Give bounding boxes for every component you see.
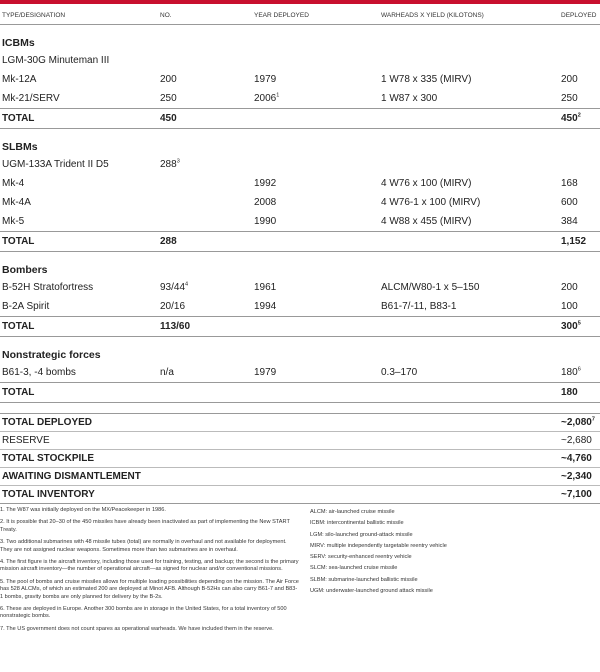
table-row	[0, 212, 600, 232]
summary-row-awaiting-dismantlement: AWAITING DISMANTLEMENT ~2,340	[0, 468, 600, 486]
cell-warheads: 1 W78 x 335 (MIRV)	[381, 74, 472, 85]
table-row	[0, 89, 600, 109]
footnote: 7. The US government does not count spares as operational warheads. We have included them in the reserve.	[0, 625, 274, 632]
cell-number: $288^3$	[160, 158, 180, 170]
cell-deployed: 600	[561, 197, 578, 208]
summary-row-total-deployed: TOTAL DEPLOYED ~2,080$^7$	[0, 414, 600, 432]
section-title-icbm: ICBMs	[2, 37, 35, 49]
table-row	[0, 70, 600, 89]
glossary-item: SLBM: submarine-launched ballistic missile	[310, 576, 418, 583]
summary-row-total-inventory: TOTAL INVENTORY ~7,100	[0, 486, 600, 504]
glossary-item: MIRV: multiple independently targetable reentry vehicle	[310, 542, 447, 549]
nuclear-forces-table	[0, 6, 600, 504]
header-type: TYPE/DESIGNATION	[0, 6, 158, 25]
cell-year: 1992	[254, 178, 277, 189]
cell-type: Mk-12A	[2, 74, 37, 85]
cell-warheads: 4 W76 x 100 (MIRV)	[381, 178, 472, 189]
cell-warheads: 1 W87 x 300	[381, 93, 438, 104]
cell-deployed: 384	[561, 216, 578, 227]
cell-type: B-2A Spirit	[2, 301, 50, 312]
footnote-ref: 1	[276, 92, 280, 99]
cell-warheads: B61-7/-11, B83-1	[381, 301, 457, 312]
glossary-item: SLCM: sea-launched cruise missile	[310, 565, 398, 572]
cell-warheads: 4 W76-1 x 100 (MIRV)	[381, 197, 481, 208]
header-number: NO.	[158, 6, 252, 25]
cell-number: n/a	[160, 367, 174, 378]
cell-type: B-52H Stratofortress	[2, 282, 94, 293]
system-name: LGM-30G Minuteman III	[2, 55, 110, 66]
cell-warheads: 4 W88 x 455 (MIRV)	[381, 216, 472, 227]
cell-year: 1990	[254, 216, 277, 227]
footnote-ref: 2	[577, 112, 581, 119]
summary-row-reserve: RESERVE ~2,680	[0, 432, 600, 450]
table-header-row	[0, 6, 600, 25]
cell-year: 1994	[254, 301, 277, 312]
table-row	[0, 155, 600, 174]
header-warheads: WARHEADS X YIELD (KILOTONS)	[379, 6, 559, 25]
footnote: 3. Two additional submarines with 48 missile tubes (total) are normally in overhaul and not available for deployment. They are not assigned nuclear weapons. Sometimes more than two submarines are in overhaul.	[0, 539, 287, 553]
total-row-icbm: TOTAL 450 $450^2$	[0, 109, 600, 129]
footnote-ref: 5	[577, 320, 581, 327]
cell-type: Mk-4A	[2, 197, 31, 208]
cell-year: 1961	[254, 282, 277, 293]
top-accent-bar	[0, 0, 600, 4]
header-deployed: DEPLOYED	[559, 6, 600, 25]
total-row-nonstrategic: TOTAL 180	[0, 383, 600, 403]
cell-year: 2006$^1$	[254, 92, 280, 104]
table-row	[0, 193, 600, 212]
cell-type: Mk-21/SERV	[2, 93, 60, 104]
footnote-ref: 4	[185, 281, 189, 288]
cell-deployed: 200	[561, 74, 578, 85]
glossary-item: ALCM: air-launched cruise missile	[310, 509, 395, 515]
table-row	[0, 174, 600, 193]
footnote-ref: 7	[591, 416, 595, 423]
cell-type: Mk-5	[2, 216, 25, 227]
table-row	[0, 278, 600, 297]
cell-year: 2008	[254, 197, 277, 208]
glossary-item: ICBM: intercontinental ballistic missile	[310, 520, 404, 527]
section-title-bombers: Bombers	[2, 264, 48, 276]
footnote: 6. These are deployed in Europe. Another 300 bombs are in storage in the United States, for a total inventory of 500 nonstrategic bombs.	[0, 606, 287, 620]
summary-row-total-stockpile: TOTAL STOCKPILE ~4,760	[0, 450, 600, 468]
footnote: 5. The pool of bombs and cruise missiles allows for multiple loading possibilities depending on the mission. The Air Force has 528 ALCMs, of which an estimated 200 are deployed at Minot AFB. Although B-52Hs can also carry B61-7 and B83-1 bombs, gravity bombs are only planned for delivery by the B-2s.	[0, 578, 299, 600]
total-row-bombers: TOTAL 113/60 $300^5$	[0, 317, 600, 337]
cell-number: 20/16	[160, 301, 186, 312]
cell-year: 1979	[254, 367, 277, 378]
cell-year: 1979	[254, 74, 277, 85]
footnote: 2. It is possible that 20–30 of the 450 missiles have already been inactivated as part of implementing the New START Treaty.	[0, 519, 290, 533]
cell-deployed: 100	[561, 301, 578, 312]
cell-number: 250	[160, 93, 177, 104]
footnote: 4. The first figure is the aircraft inventory, including those used for training, testing, and backup; the second is the primary mission aircraft inventory—the number of operational aircraft—as signed for nuclear and/or conventional missions.	[0, 559, 299, 573]
cell-number: 200	[160, 74, 177, 85]
cell-type: B61-3, -4 bombs	[2, 367, 76, 378]
glossary	[310, 507, 600, 597]
cell-deployed: $180^6$	[561, 366, 581, 378]
table-row	[0, 297, 600, 317]
cell-number: $93/44^4$	[160, 281, 189, 293]
glossary-item: UGM: underwater-launched ground attack missile	[310, 588, 433, 595]
cell-deployed: 200	[561, 282, 578, 293]
system-name: UGM-133A Trident II D5	[2, 159, 109, 170]
footnote: 1. The W87 was initially deployed on the MX/Peacekeeper in 1986.	[0, 507, 166, 513]
cell-warheads: ALCM/W80-1 x 5–150	[381, 282, 480, 293]
table-row	[0, 363, 600, 383]
section-title-slbm: SLBMs	[2, 141, 38, 153]
footnote-ref: 3	[176, 158, 180, 165]
total-row-slbm: TOTAL 288 1,152	[0, 232, 600, 252]
cell-warheads: 0.3–170	[381, 367, 418, 378]
table-row	[0, 51, 600, 70]
header-year: YEAR DEPLOYED	[252, 6, 379, 25]
footnote-ref: 6	[577, 366, 581, 373]
glossary-item: SERV: security-enhanced reentry vehicle	[310, 554, 412, 561]
cell-deployed: 168	[561, 178, 578, 189]
glossary-item: LGM: silo-launched ground-attack missile	[310, 531, 413, 538]
cell-deployed: 250	[561, 93, 578, 104]
footnotes	[0, 507, 300, 638]
cell-type: Mk-4	[2, 178, 25, 189]
section-title-nonstrategic: Nonstrategic forces	[2, 349, 101, 361]
